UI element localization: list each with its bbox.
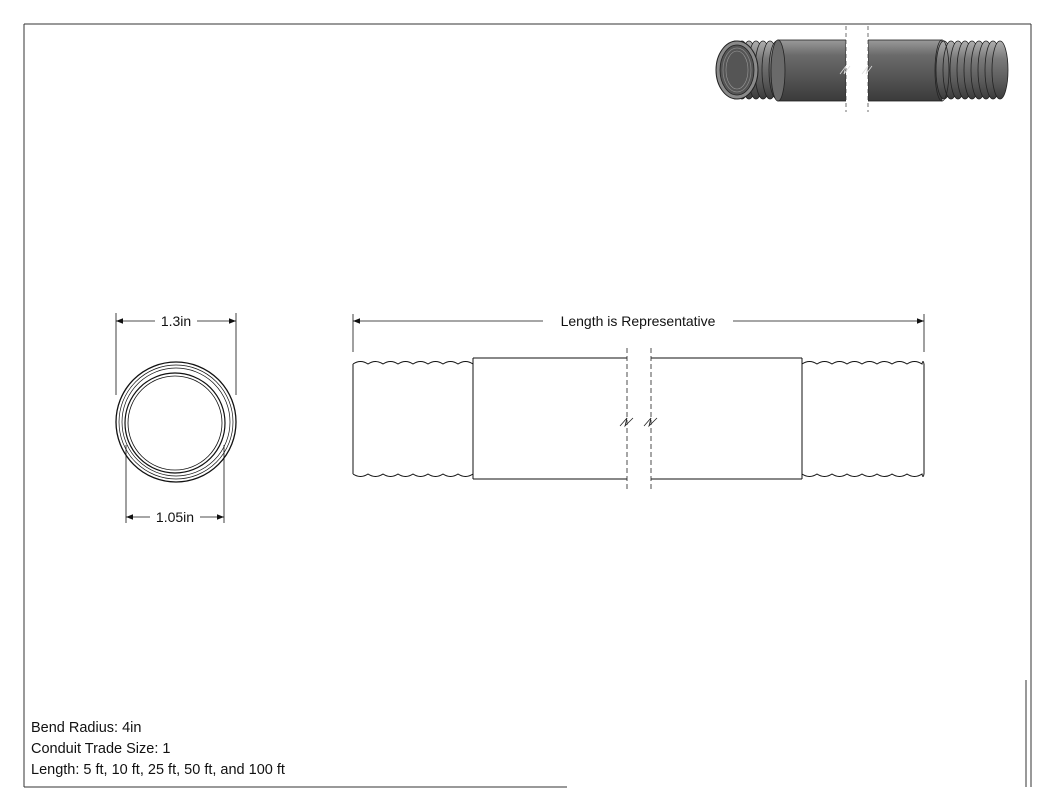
- bend-radius-note: Bend Radius: 4in: [31, 720, 142, 736]
- trade-size-note: Conduit Trade Size: 1: [31, 741, 171, 757]
- side-view: [353, 358, 924, 479]
- inner-diameter-label: 1.05in: [155, 509, 195, 525]
- drawing-border: [24, 24, 1031, 787]
- corrugated-edge: [353, 474, 473, 477]
- drawing-notes: [31, 718, 285, 781]
- length-note: Length: 5 ft, 10 ft, 25 ft, 50 ft, and 100 ft: [31, 762, 285, 778]
- length-label: Length is Representative: [560, 313, 716, 329]
- conduit-3d-render: [716, 26, 1008, 114]
- corrugated-edge: [802, 474, 924, 477]
- break-lines: [627, 348, 651, 490]
- corrugated-edge: [802, 362, 924, 365]
- outer-diameter-label: 1.3in: [160, 313, 192, 329]
- corrugated-edge: [353, 362, 473, 365]
- break-symbols: [620, 418, 657, 426]
- end-view: [116, 362, 236, 482]
